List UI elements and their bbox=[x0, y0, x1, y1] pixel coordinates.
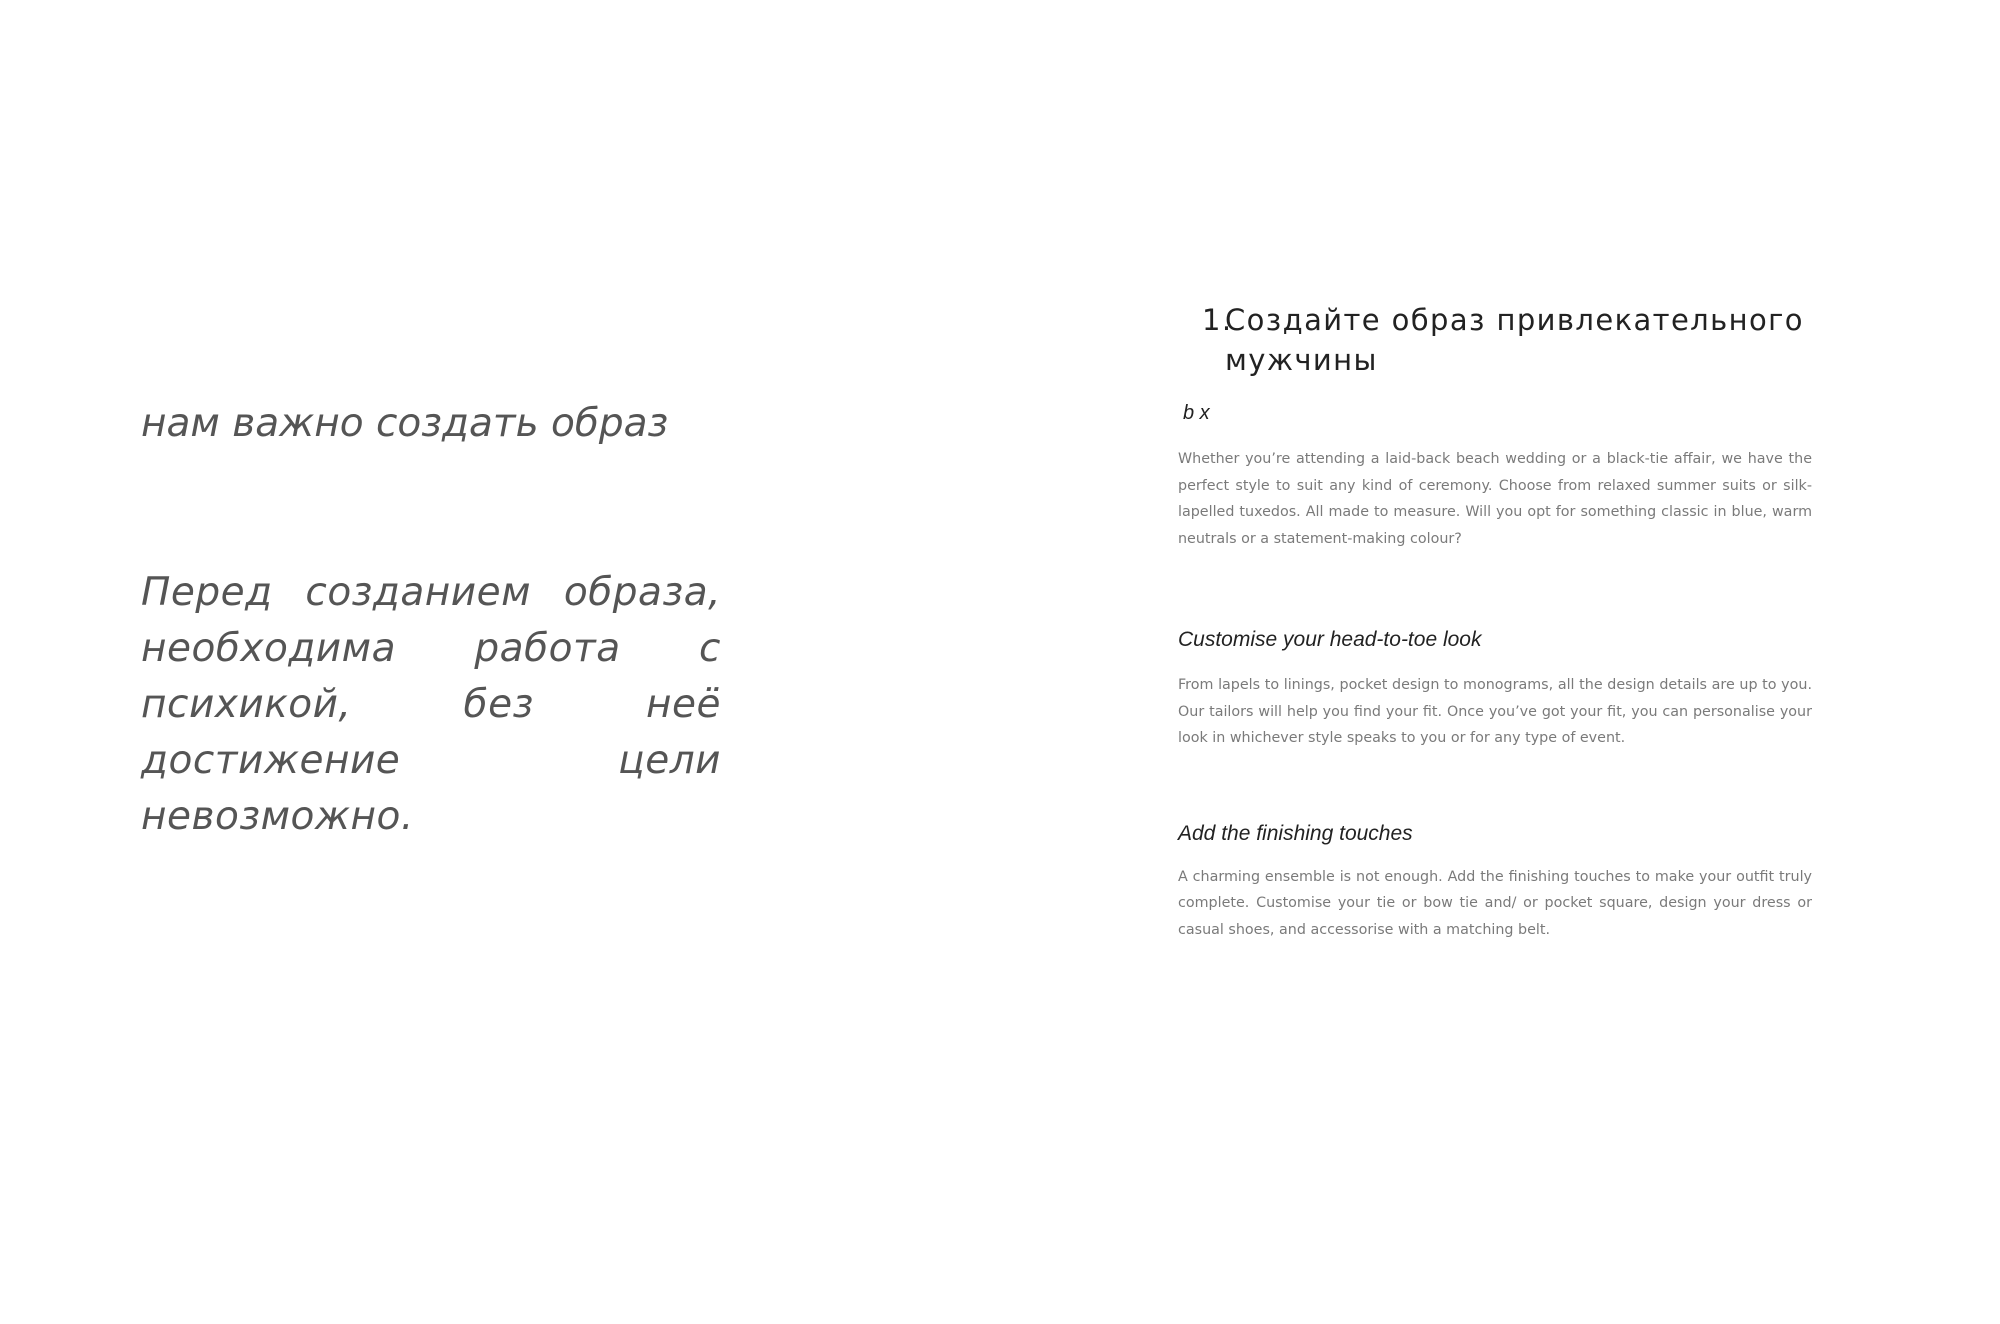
intro-paragraph: Whether you’re attending a laid-back beach wedding or a black-tie affair, we have the perfect style to suit any kind of ceremony. Choose from relaxed summer suits or silk-lapelled tuxedos. All made to measure. Will you opt for something classic in blue, warm neutrals or a statement-making colour? bbox=[1178, 451, 1812, 547]
right-column bbox=[1178, 300, 1812, 943]
section-heading-customise: Customise your head-to-toe look bbox=[1178, 628, 1482, 651]
left-heading: нам важно создать образ bbox=[141, 401, 669, 446]
main-title-number: 1. bbox=[1202, 303, 1233, 337]
section-text-finishing: A charming ensemble is not enough. Add the finishing touches to make your outfit truly complete. Customise your tie or bow tie and/ or pocket square, design your dress or casual shoes, and accessorise with a matching belt. bbox=[1178, 868, 1812, 938]
main-title bbox=[1202, 300, 1812, 380]
section-text-customise: From lapels to linings, pocket design to monograms, all the design details are up to you. Our tailors will help you find your fit. Once you’ve got your fit, you can personalise your look in whichever style speaks to you or for any type of event. bbox=[1178, 677, 1812, 746]
left-paragraph: Перед созданием образа, необходима работа с психикой, без неё достижение цели невозможно. bbox=[141, 570, 721, 839]
main-title-text: Создайте образ привлекательного мужчины bbox=[1225, 303, 1804, 377]
subtitle-marker: b x bbox=[1183, 402, 1210, 424]
section-heading-finishing: Add the finishing touches bbox=[1178, 821, 1413, 845]
